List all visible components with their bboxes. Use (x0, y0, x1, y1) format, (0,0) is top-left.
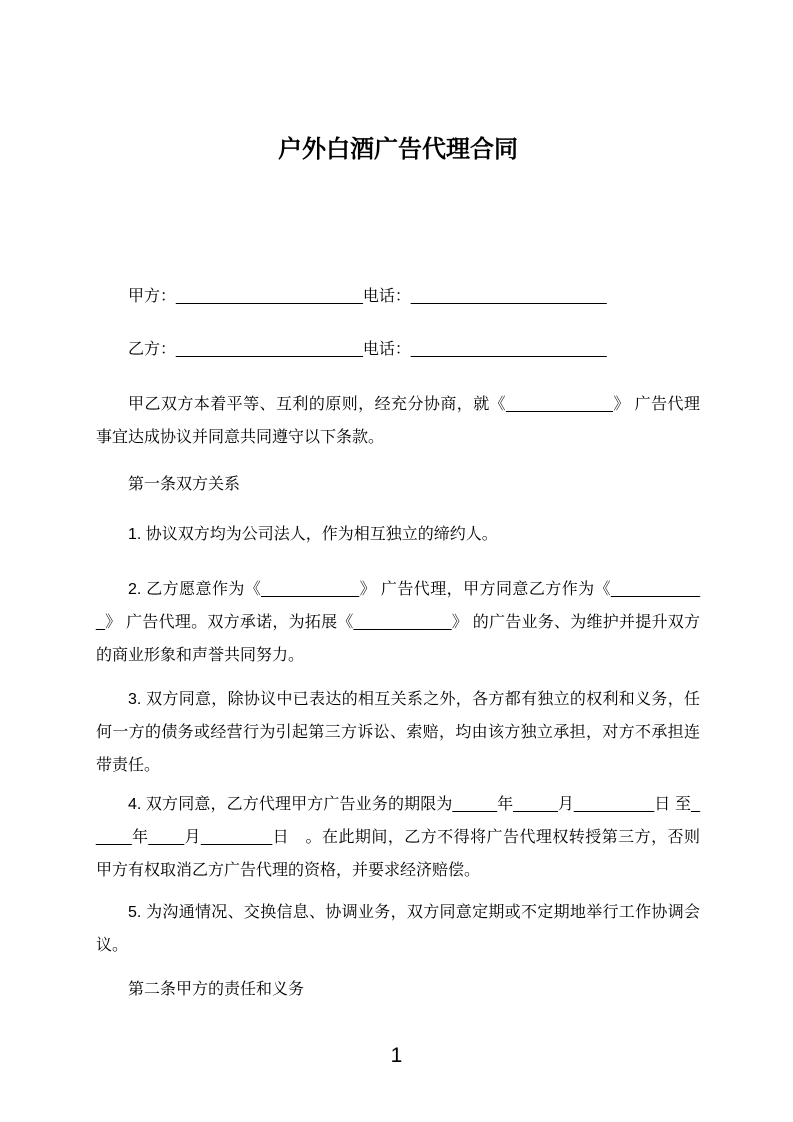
party-a-phone-label: 电话： (362, 288, 411, 305)
section-1-heading: 第一条双方关系 (128, 476, 241, 493)
party-a-label: 甲方： (128, 288, 177, 305)
clause-item-3: 3. 双方同意，除协议中已表达的相互关系之外，各方都有独立的权利和义务，任何一方的债务或经营行为引起第三方诉讼、索赔，均由该方独立承担，对方不承担连带责任。 (96, 691, 700, 774)
party-a-phone-blank: ______________________ (410, 288, 607, 305)
document-title: 户外白酒广告代理合同 (278, 136, 518, 163)
party-a-row (96, 280, 700, 313)
intro-paragraph: 甲乙双方本着平等、互利的原则，经充分协商，就《____________》 广告代理事宜达成协议并同意共同遵守以下条款。 (96, 396, 700, 446)
party-b-row (96, 333, 700, 366)
party-a-name-blank: _____________________ (176, 288, 363, 305)
party-b-phone-blank: ______________________ (410, 341, 607, 358)
clause-item-4: 4. 双方同意，乙方代理甲方广告业务的期限为_____年_____月_________日 至_____年____月________日 。在此期间，乙方不得将广告代理权转授第三方，否则甲方有权取消乙方广告代理的资格，并要求经济赔偿。 (96, 796, 700, 879)
clause-item-5: 5. 为沟通情况、交换信息、协调业务，双方同意定期或不定期地举行工作协调会议。 (96, 904, 700, 954)
party-b-phone-label: 电话： (362, 341, 411, 358)
page-number: 1 (390, 1044, 403, 1067)
section-2-heading: 第二条甲方的责任和义务 (128, 981, 305, 998)
clause-item-1: 1. 协议双方均为公司法人，作为相互独立的缔约人。 (128, 526, 498, 543)
party-b-name-blank: _____________________ (176, 341, 363, 358)
clause-item-2: 2. 乙方愿意作为《___________》 广告代理，甲方同意乙方作为《___________》 广告代理。双方承诺，为拓展《___________》 的广告业务、为维护并提升双方的商业形象和声誉共同努力。 (96, 581, 700, 664)
party-b-label: 乙方： (128, 341, 177, 358)
